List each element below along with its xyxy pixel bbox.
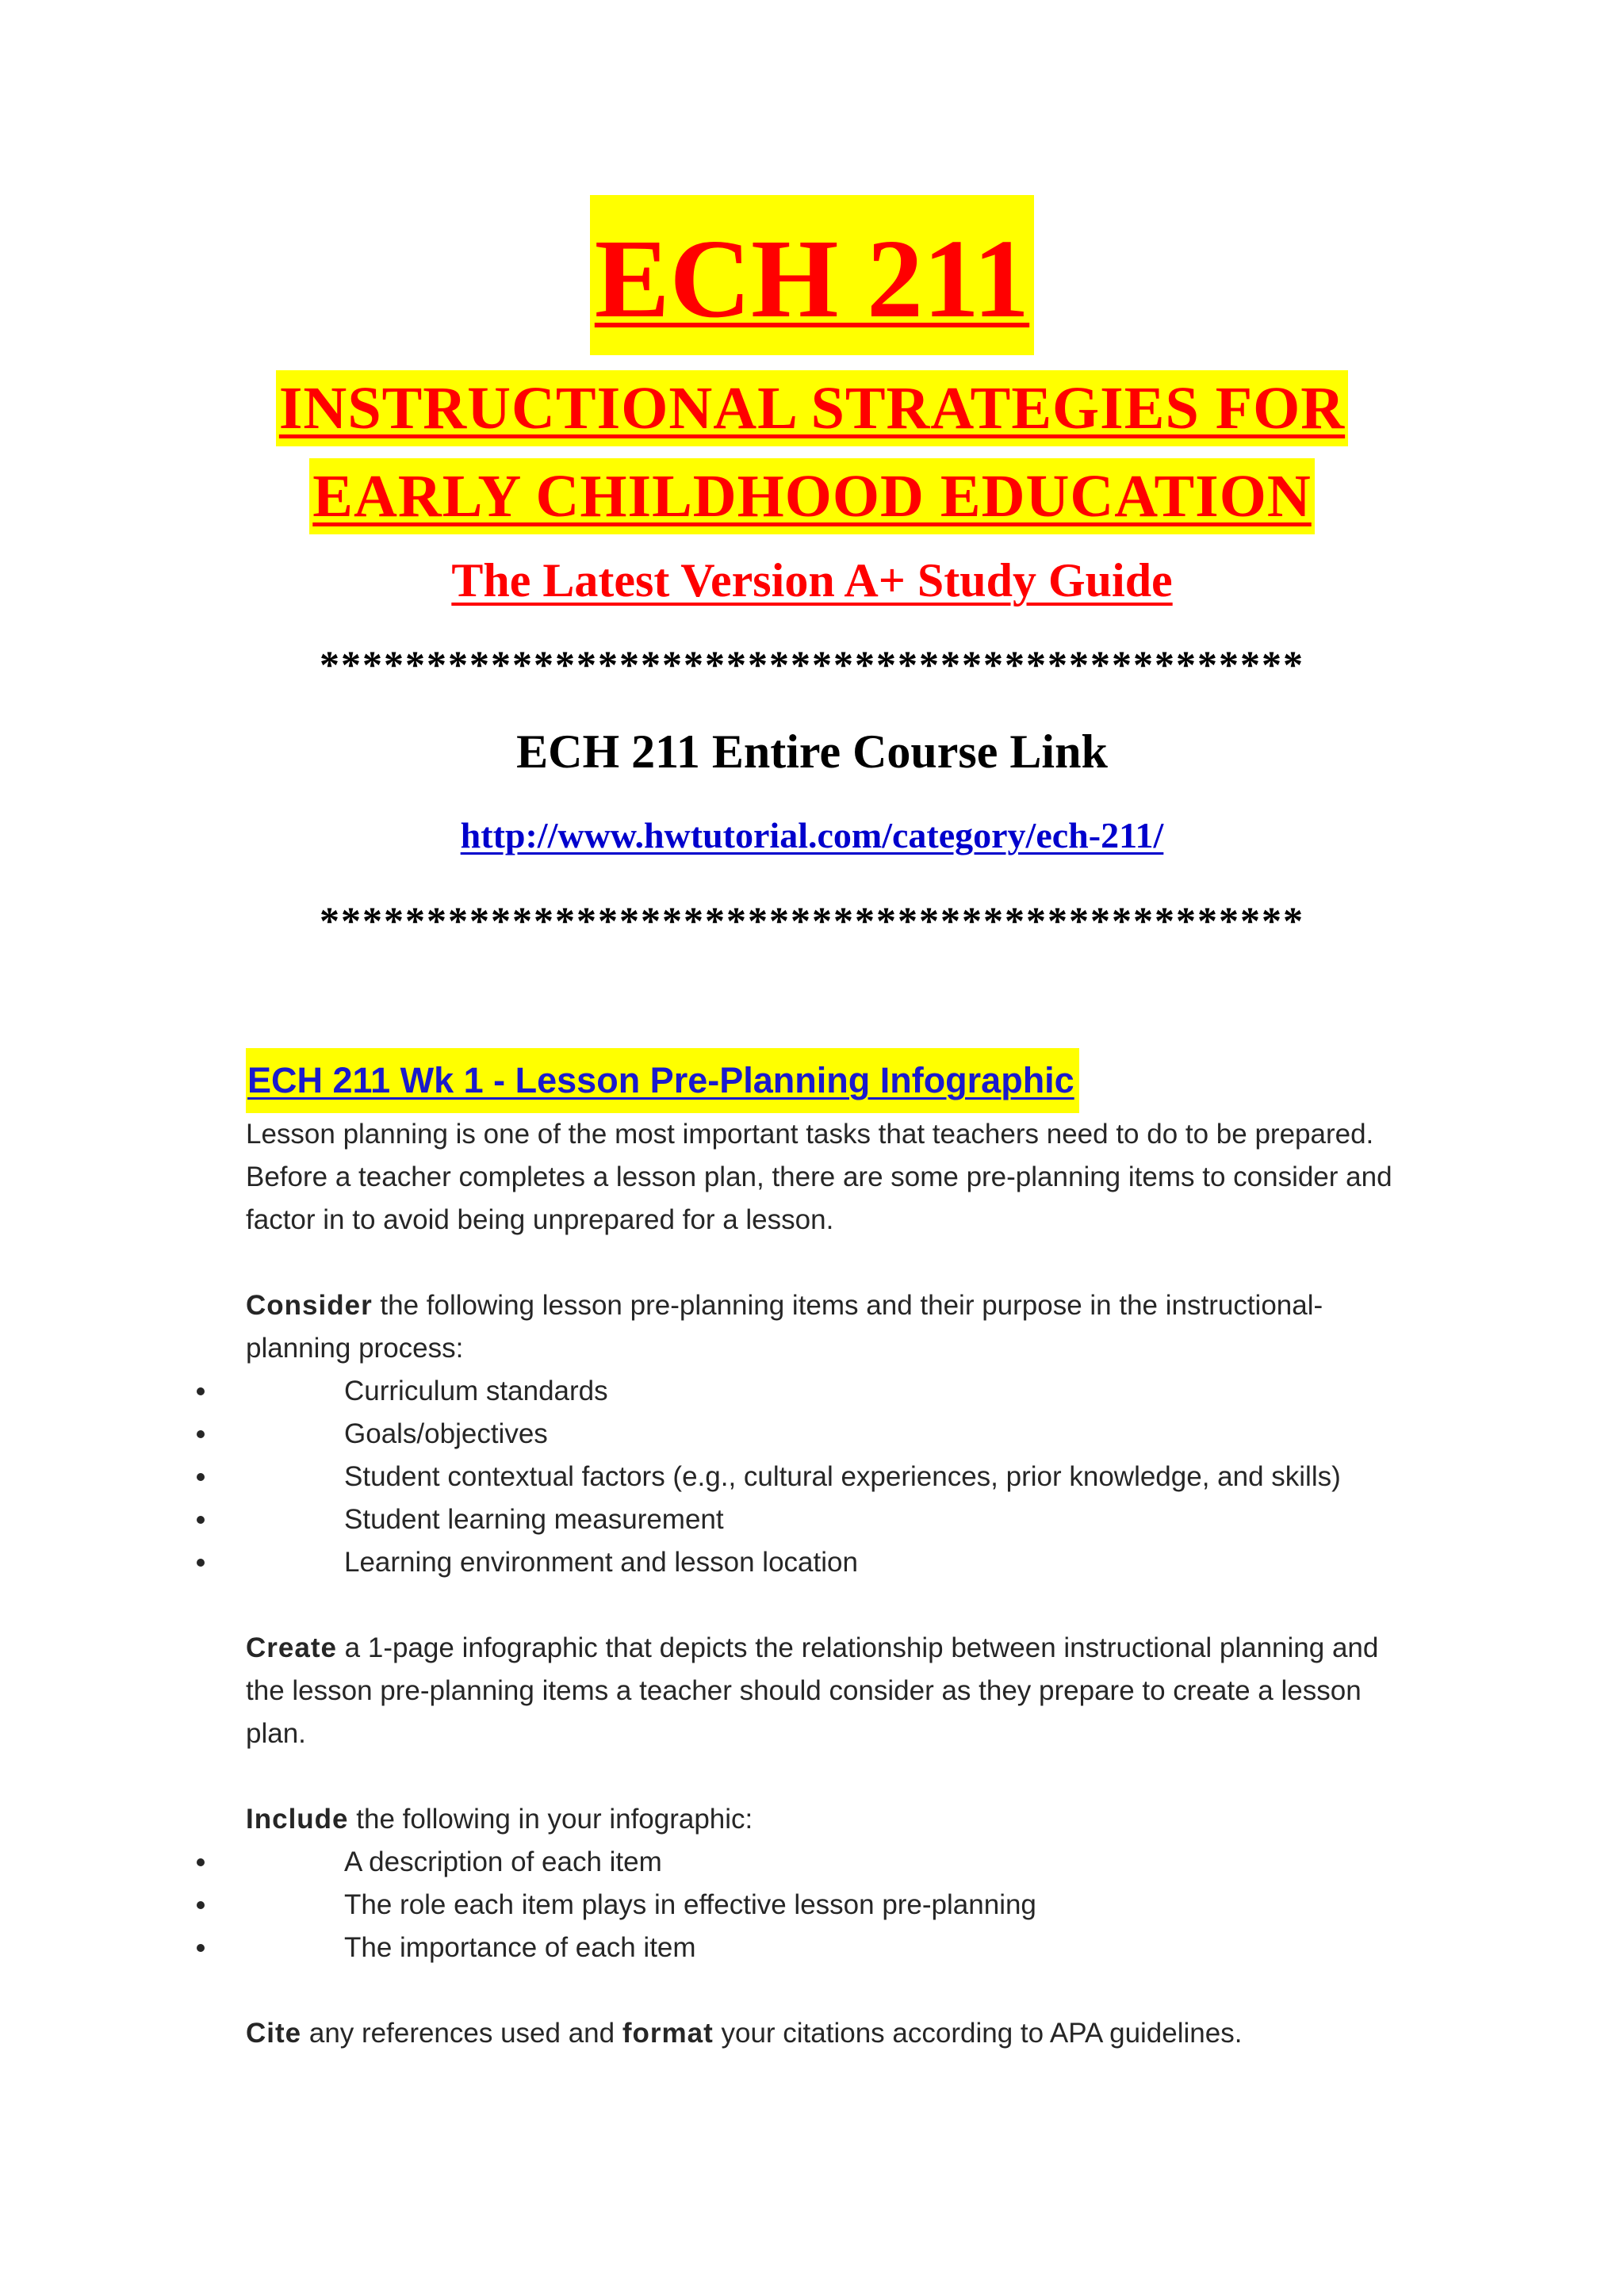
- course-title-text-1: INSTRUCTIONAL STRATEGIES FOR: [276, 370, 1348, 446]
- include-bold: Include: [246, 1804, 349, 1835]
- consider-list: [246, 1370, 1411, 1584]
- intro-paragraph: Lesson planning is one of the most important tasks that teachers need to do to be prepared. Before a teacher completes a lesson plan, there are some pre-planning items to consider and factor in to avoid being unprepared for a lesson.: [246, 1119, 1392, 1235]
- include-list: [246, 1841, 1411, 1969]
- list-item: [246, 1841, 1411, 1884]
- list-item: [246, 1927, 1411, 1969]
- include-paragraph: [246, 1798, 1411, 1841]
- list-item: [246, 1498, 1411, 1541]
- course-link-label: [0, 721, 1624, 782]
- course-title-line-2: [0, 458, 1624, 534]
- include-text: the following in your infographic:: [348, 1804, 753, 1835]
- assignment-section: [246, 1048, 1411, 2055]
- course-code-title: [0, 195, 1624, 355]
- course-link-label-text: ECH 211 Entire Course Link: [516, 725, 1108, 778]
- list-item-text: Student learning measurement: [344, 1504, 724, 1535]
- subtitle: [0, 550, 1624, 610]
- list-item: [246, 1370, 1411, 1413]
- cite-text-2: your citations according to APA guidelines.: [713, 2018, 1243, 2049]
- list-item-text: Learning environment and lesson location: [344, 1547, 858, 1578]
- course-title-line-1: [0, 370, 1624, 446]
- list-item: [246, 1413, 1411, 1456]
- bullet-icon: [197, 1516, 205, 1524]
- consider-text: the following lesson pre-planning items and their purpose in the instructional-planning process:: [246, 1290, 1323, 1364]
- list-item-text: Goals/objectives: [344, 1418, 548, 1449]
- bullet-icon: [197, 1559, 205, 1567]
- subtitle-text: The Latest Version A+ Study Guide: [451, 554, 1173, 607]
- list-item: [246, 1541, 1411, 1584]
- bullet-icon: [197, 1901, 205, 1909]
- bullet-icon: [197, 1858, 205, 1866]
- bullet-icon: [197, 1473, 205, 1481]
- list-item-text: The importance of each item: [344, 1932, 696, 1963]
- list-item: [246, 1884, 1411, 1927]
- bullet-icon: [197, 1430, 205, 1438]
- bullet-icon: [197, 1387, 205, 1395]
- consider-paragraph: [246, 1284, 1411, 1370]
- cite-bold: Cite: [246, 2018, 302, 2049]
- course-url-link[interactable]: http://www.hwtutorial.com/category/ech-211/: [460, 815, 1164, 855]
- cite-text-1: any references used and: [301, 2018, 622, 2049]
- list-item-text: Curriculum standards: [344, 1376, 608, 1406]
- bullet-icon: [197, 1944, 205, 1952]
- separator-stars-bottom: **********************************************: [320, 898, 1304, 943]
- format-bold: format: [622, 2018, 714, 2049]
- list-item-text: The role each item plays in effective lesson pre-planning: [344, 1889, 1036, 1920]
- course-title-text-2: EARLY CHILDHOOD EDUCATION: [309, 458, 1314, 534]
- consider-bold: Consider: [246, 1290, 373, 1321]
- list-item: [246, 1456, 1411, 1498]
- section-heading[interactable]: ECH 211 Wk 1 - Lesson Pre-Planning Infographic: [246, 1048, 1079, 1113]
- separator-stars-top: **********************************************: [320, 642, 1304, 687]
- create-text: a 1-page infographic that depicts the relationship between instructional planning and the lesson pre-planning items a teacher should consider as they prepare to create a lesson plan.: [246, 1632, 1379, 1749]
- list-item-text: A description of each item: [344, 1846, 662, 1877]
- cite-paragraph: [246, 2012, 1411, 2055]
- course-url-line: [0, 812, 1624, 859]
- list-item-text: Student contextual factors (e.g., cultural experiences, prior knowledge, and skills): [344, 1461, 1341, 1492]
- create-paragraph: [246, 1627, 1411, 1755]
- create-bold: Create: [246, 1632, 337, 1663]
- course-code: ECH 211: [590, 195, 1034, 355]
